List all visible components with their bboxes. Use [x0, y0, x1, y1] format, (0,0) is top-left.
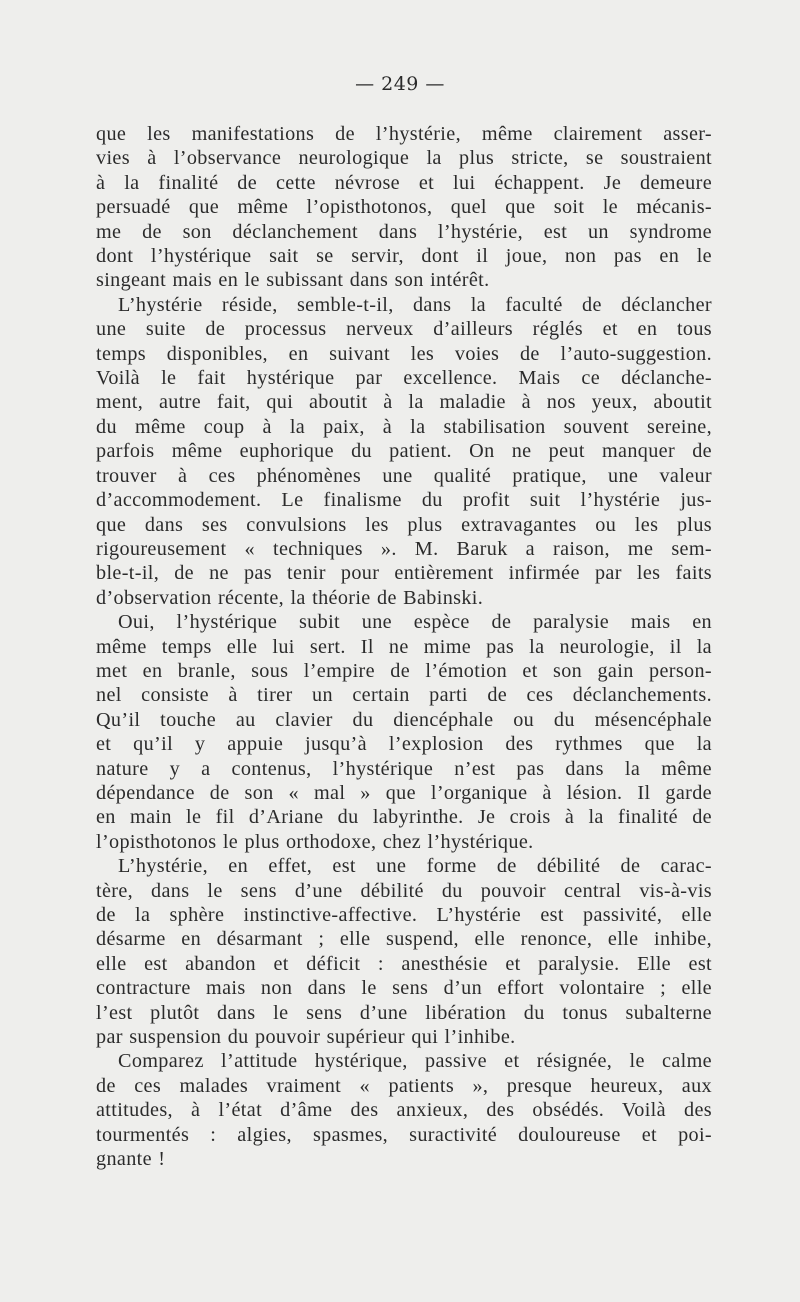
text-line-content: de ces malades vraiment « patients », presque heureux, aux — [96, 1074, 712, 1097]
text-line-content: temps disponibles, en suivant les voies de l’auto-suggestion. — [96, 342, 712, 365]
text-line — [96, 1001, 712, 1025]
text-line — [96, 122, 712, 146]
text-line-content: d’observation récente, la théorie de Babinski. — [96, 586, 484, 609]
text-line-content: que dans ses convulsions les plus extravagantes ou les plus — [96, 513, 712, 536]
text-line-content: de la sphère instinctive-affective. L’hystérie est passivité, elle — [96, 904, 712, 926]
text-line — [96, 830, 712, 854]
text-line-content: gnante ! — [96, 1148, 166, 1171]
text-line — [96, 244, 712, 268]
text-line-content: contracture mais non dans le sens d’un effort volontaire ; elle — [96, 977, 712, 1000]
text-line — [96, 635, 712, 659]
text-line-content: singeant mais en le subissant dans son intérêt. — [96, 269, 490, 292]
text-line — [96, 976, 712, 1000]
text-line-content: parfois même euphorique du patient. On ne peut manquer de — [96, 440, 712, 463]
text-line — [96, 1147, 712, 1171]
text-line-content: vies à l’observance neurologique la plus stricte, se soustraient — [96, 147, 712, 170]
text-line-content: L’hystérie, en effet, est une forme de débilité de carac- — [118, 855, 712, 878]
text-line — [96, 683, 712, 707]
text-line-content: désarme en désarmant ; elle suspend, elle renonce, elle inhibe, — [96, 928, 712, 951]
text-line — [96, 586, 712, 610]
text-line-content: met en branle, sous l’empire de l’émotion et son gain person- — [96, 659, 712, 682]
text-line-content: même temps elle lui sert. Il ne mime pas la neurologie, il la — [96, 635, 712, 658]
text-line — [96, 171, 712, 195]
text-line — [96, 854, 712, 878]
text-line-content: que les manifestations de l’hystérie, même clairement asser- — [96, 123, 712, 145]
text-line-content: ble-t-il, de ne pas tenir pour entièrement infirmée par les faits — [96, 562, 712, 585]
text-line — [96, 732, 712, 756]
text-line-content: me de son déclanchement dans l’hystérie, est un syndrome — [96, 220, 712, 243]
text-line — [96, 903, 712, 927]
text-line — [96, 1025, 712, 1049]
text-line — [96, 927, 712, 951]
text-line-content: Comparez l’attitude hystérique, passive et résignée, le calme — [118, 1050, 712, 1073]
text-line-content: à la finalité de cette névrose et lui échappent. Je demeure — [96, 171, 712, 194]
text-line-content: rigoureusement « techniques ». M. Baruk a raison, me sem- — [96, 537, 712, 560]
text-line — [96, 268, 712, 292]
text-line — [96, 1123, 712, 1147]
text-line — [96, 781, 712, 805]
text-line-content: une suite de processus nerveux d’ailleurs réglés et en tous — [96, 318, 712, 341]
text-line-content: elle est abandon et déficit : anesthésie et paralysie. Elle est — [96, 952, 712, 975]
text-line — [96, 464, 712, 488]
text-line-content: persuadé que même l’opisthotonos, quel que soit le mécanis- — [96, 196, 712, 219]
text-line-content: Qu’il touche au clavier du diencéphale ou du mésencéphale — [96, 708, 712, 731]
text-line — [96, 342, 712, 366]
text-line-content: ment, autre fait, qui aboutit à la maladie à nos yeux, aboutit — [96, 391, 712, 414]
text-line-content: nel consiste à tirer un certain parti de ces déclanchements. — [96, 684, 712, 707]
text-line — [96, 220, 712, 244]
text-line — [96, 195, 712, 219]
text-line — [96, 488, 712, 512]
text-line-content: en main le fil d’Ariane du labyrinthe. Je crois à la finalité de — [96, 806, 712, 829]
text-line — [96, 366, 712, 390]
text-line — [96, 610, 712, 634]
text-line — [96, 317, 712, 341]
text-line — [96, 708, 712, 732]
text-line-content: dépendance de son « mal » que l’organique à lésion. Il garde — [96, 781, 712, 804]
text-line-content: tère, dans le sens d’une débilité du pouvoir central vis-à-vis — [96, 879, 712, 902]
text-line — [96, 439, 712, 463]
text-line — [96, 1049, 712, 1073]
page-number: — 249 — — [355, 73, 445, 95]
text-line-content: nature y a contenus, l’hystérique n’est pas dans la même — [96, 757, 712, 780]
text-line — [96, 1074, 712, 1098]
text-line-content: du même coup à la paix, à la stabilisation souvent sereine, — [96, 415, 712, 438]
body-text — [96, 122, 712, 1171]
text-line — [96, 805, 712, 829]
text-line — [96, 537, 712, 561]
text-line-content: L’hystérie réside, semble-t-il, dans la faculté de déclancher — [118, 293, 712, 316]
text-line-content: l’est plutôt dans le sens d’une libération du tonus subalterne — [96, 1001, 712, 1024]
text-line — [96, 952, 712, 976]
text-line-content: et qu’il y appuie jusqu’à l’explosion des rythmes que la — [96, 733, 712, 756]
text-line — [96, 390, 712, 414]
text-line — [96, 757, 712, 781]
text-line — [96, 415, 712, 439]
text-line — [96, 293, 712, 317]
text-line — [96, 561, 712, 585]
text-line-content: trouver à ces phénomènes une qualité pratique, une valeur — [96, 464, 712, 487]
text-line-content: Voilà le fait hystérique par excellence. Mais ce déclanche- — [96, 367, 712, 390]
text-line-content: attitudes, à l’état d’âme des anxieux, des obsédés. Voilà des — [96, 1099, 712, 1122]
text-line-content: Oui, l’hystérique subit une espèce de paralysie mais en — [118, 611, 712, 634]
text-line — [96, 146, 712, 170]
text-line — [96, 879, 712, 903]
text-line-content: tourmentés : algies, spasmes, suractivité douloureuse et poi- — [96, 1123, 712, 1146]
text-line — [96, 1098, 712, 1122]
text-line-content: par suspension du pouvoir supérieur qui l’inhibe. — [96, 1026, 516, 1049]
text-line — [96, 659, 712, 683]
text-line-content: dont l’hystérique sait se servir, dont il joue, non pas en le — [96, 245, 712, 268]
text-line-content: l’opisthotonos le plus orthodoxe, chez l’hystérique. — [96, 830, 534, 853]
text-line-content: d’accommodement. Le finalisme du profit suit l’hystérie jus- — [96, 489, 712, 512]
text-line — [96, 513, 712, 537]
